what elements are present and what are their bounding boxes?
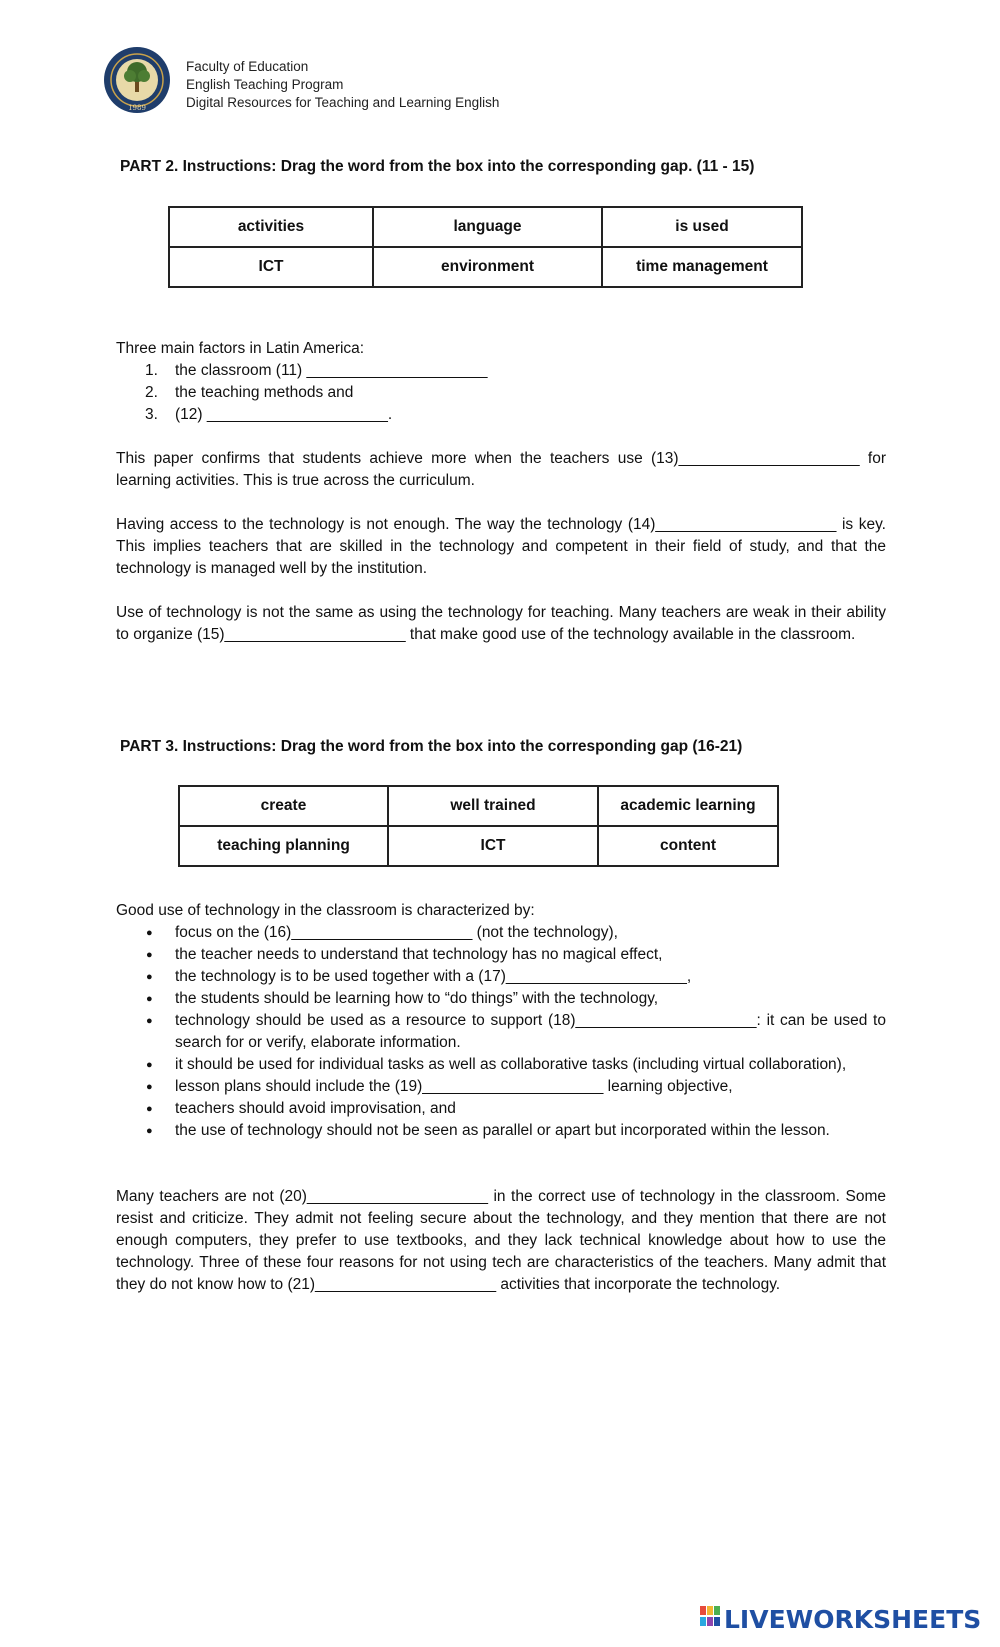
list-item: [116, 1076, 886, 1098]
header-line: Digital Resources for Teaching and Learning English: [186, 95, 500, 110]
word-tile[interactable]: ICT: [388, 826, 598, 866]
header-line: English Teaching Program: [186, 77, 344, 92]
bullet-icon: ●: [146, 993, 153, 1005]
list-item: [116, 382, 886, 404]
list-item: [116, 922, 886, 944]
factors-list: [116, 338, 886, 426]
factors-intro: Three main factors in Latin America:: [116, 340, 365, 357]
list-item: [116, 944, 886, 966]
list-item: [116, 1010, 886, 1054]
list-text: the teacher needs to understand that technology has no magical effect,: [175, 946, 663, 963]
list-text: the classroom (11) _____________________: [175, 362, 488, 379]
bullet-icon: ●: [146, 1059, 153, 1071]
list-text: (12) _____________________.: [175, 406, 393, 423]
list-number: 3.: [145, 406, 158, 423]
part3-word-box: [178, 785, 779, 867]
bullet-icon: ●: [146, 1081, 153, 1093]
liveworksheets-logo: [700, 1600, 990, 1639]
word-tile[interactable]: ICT: [169, 247, 373, 287]
list-text: the students should be learning how to “do things” with the technology,: [175, 990, 659, 1007]
paragraph: This paper confirms that students achieve more when the teachers use (13)_____________________ for learning activities. This is true across the curriculum.: [116, 450, 886, 489]
part3-title: PART 3. Instructions: Drag the word from the box into the corresponding gap (16-21): [120, 738, 743, 755]
part2-word-box: [168, 206, 803, 288]
list-text: the teaching methods and: [175, 384, 354, 401]
list-text: focus on the (16)_____________________ (not the technology),: [175, 924, 618, 941]
criteria-intro: Good use of technology in the classroom is characterized by:: [116, 902, 535, 919]
word-tile[interactable]: activities: [169, 207, 373, 247]
list-text: the use of technology should not be seen as parallel or apart but incorporated within the lesson.: [175, 1122, 830, 1139]
paragraph: Having access to the technology is not enough. The way the technology (14)_____________________ is key. This implies teachers that are skilled in the technology and competent in their field of study, and that the technology is managed well by the institution.: [116, 516, 886, 577]
criteria-list: [116, 900, 886, 1142]
header-text: [186, 58, 499, 112]
list-text: technology should be used as a resource to support (18)_____________________: it can be used to search for or verify, elaborate information.: [175, 1012, 886, 1051]
word-tile[interactable]: well trained: [388, 786, 598, 826]
svg-text:1989: 1989: [128, 104, 146, 112]
list-number: 1.: [145, 362, 158, 379]
header-line: Faculty of Education: [186, 59, 309, 74]
word-tile[interactable]: environment: [373, 247, 602, 287]
bullet-icon: ●: [146, 1125, 153, 1137]
part2-title: PART 2. Instructions: Drag the word from the box into the corresponding gap. (11 - 15): [120, 158, 755, 175]
paragraph: Many teachers are not (20)_____________________ in the correct use of technology in the classroom. Some resist and criticize. They admit not feeling secure about the technology, and they mention that there are not enough computers, they prefer to use textbooks, and they lack technical knowledge about how to use the technology. Three of these four reasons for not using tech are characteristics of the teachers. Many admit that they do not know how to (21)_____________________ activities that incorporate the technology.: [116, 1188, 886, 1293]
list-item: [116, 1120, 886, 1142]
list-item: [116, 1054, 886, 1076]
list-item: [116, 1098, 886, 1120]
list-item: [116, 360, 886, 382]
word-tile[interactable]: create: [179, 786, 388, 826]
svg-text:LIVEWORKSHEETS: LIVEWORKSHEETS: [724, 1605, 982, 1634]
paragraph: Use of technology is not the same as using the technology for teaching. Many teachers are weak in their ability to organize (15)_____________________ that make good use of the technology available in the classroom.: [116, 604, 886, 643]
list-text: the technology is to be used together with a (17)_____________________,: [175, 968, 692, 985]
university-seal: [103, 46, 171, 114]
bullet-icon: ●: [146, 971, 153, 983]
list-text: it should be used for individual tasks as well as collaborative tasks (including virtual collaboration),: [175, 1056, 847, 1073]
word-tile[interactable]: teaching planning: [179, 826, 388, 866]
word-tile[interactable]: language: [373, 207, 602, 247]
list-item: [116, 966, 886, 988]
word-tile[interactable]: time management: [602, 247, 802, 287]
bullet-icon: ●: [146, 1103, 153, 1115]
list-item: [116, 988, 886, 1010]
bullet-icon: ●: [146, 1015, 153, 1027]
list-number: 2.: [145, 384, 158, 401]
list-item: [116, 404, 886, 426]
bullet-icon: ●: [146, 949, 153, 961]
list-text: lesson plans should include the (19)_____________________ learning objective,: [175, 1078, 733, 1095]
word-tile[interactable]: is used: [602, 207, 802, 247]
word-tile[interactable]: academic learning: [598, 786, 778, 826]
word-tile[interactable]: content: [598, 826, 778, 866]
list-text: teachers should avoid improvisation, and: [175, 1100, 456, 1117]
bullet-icon: ●: [146, 927, 153, 939]
